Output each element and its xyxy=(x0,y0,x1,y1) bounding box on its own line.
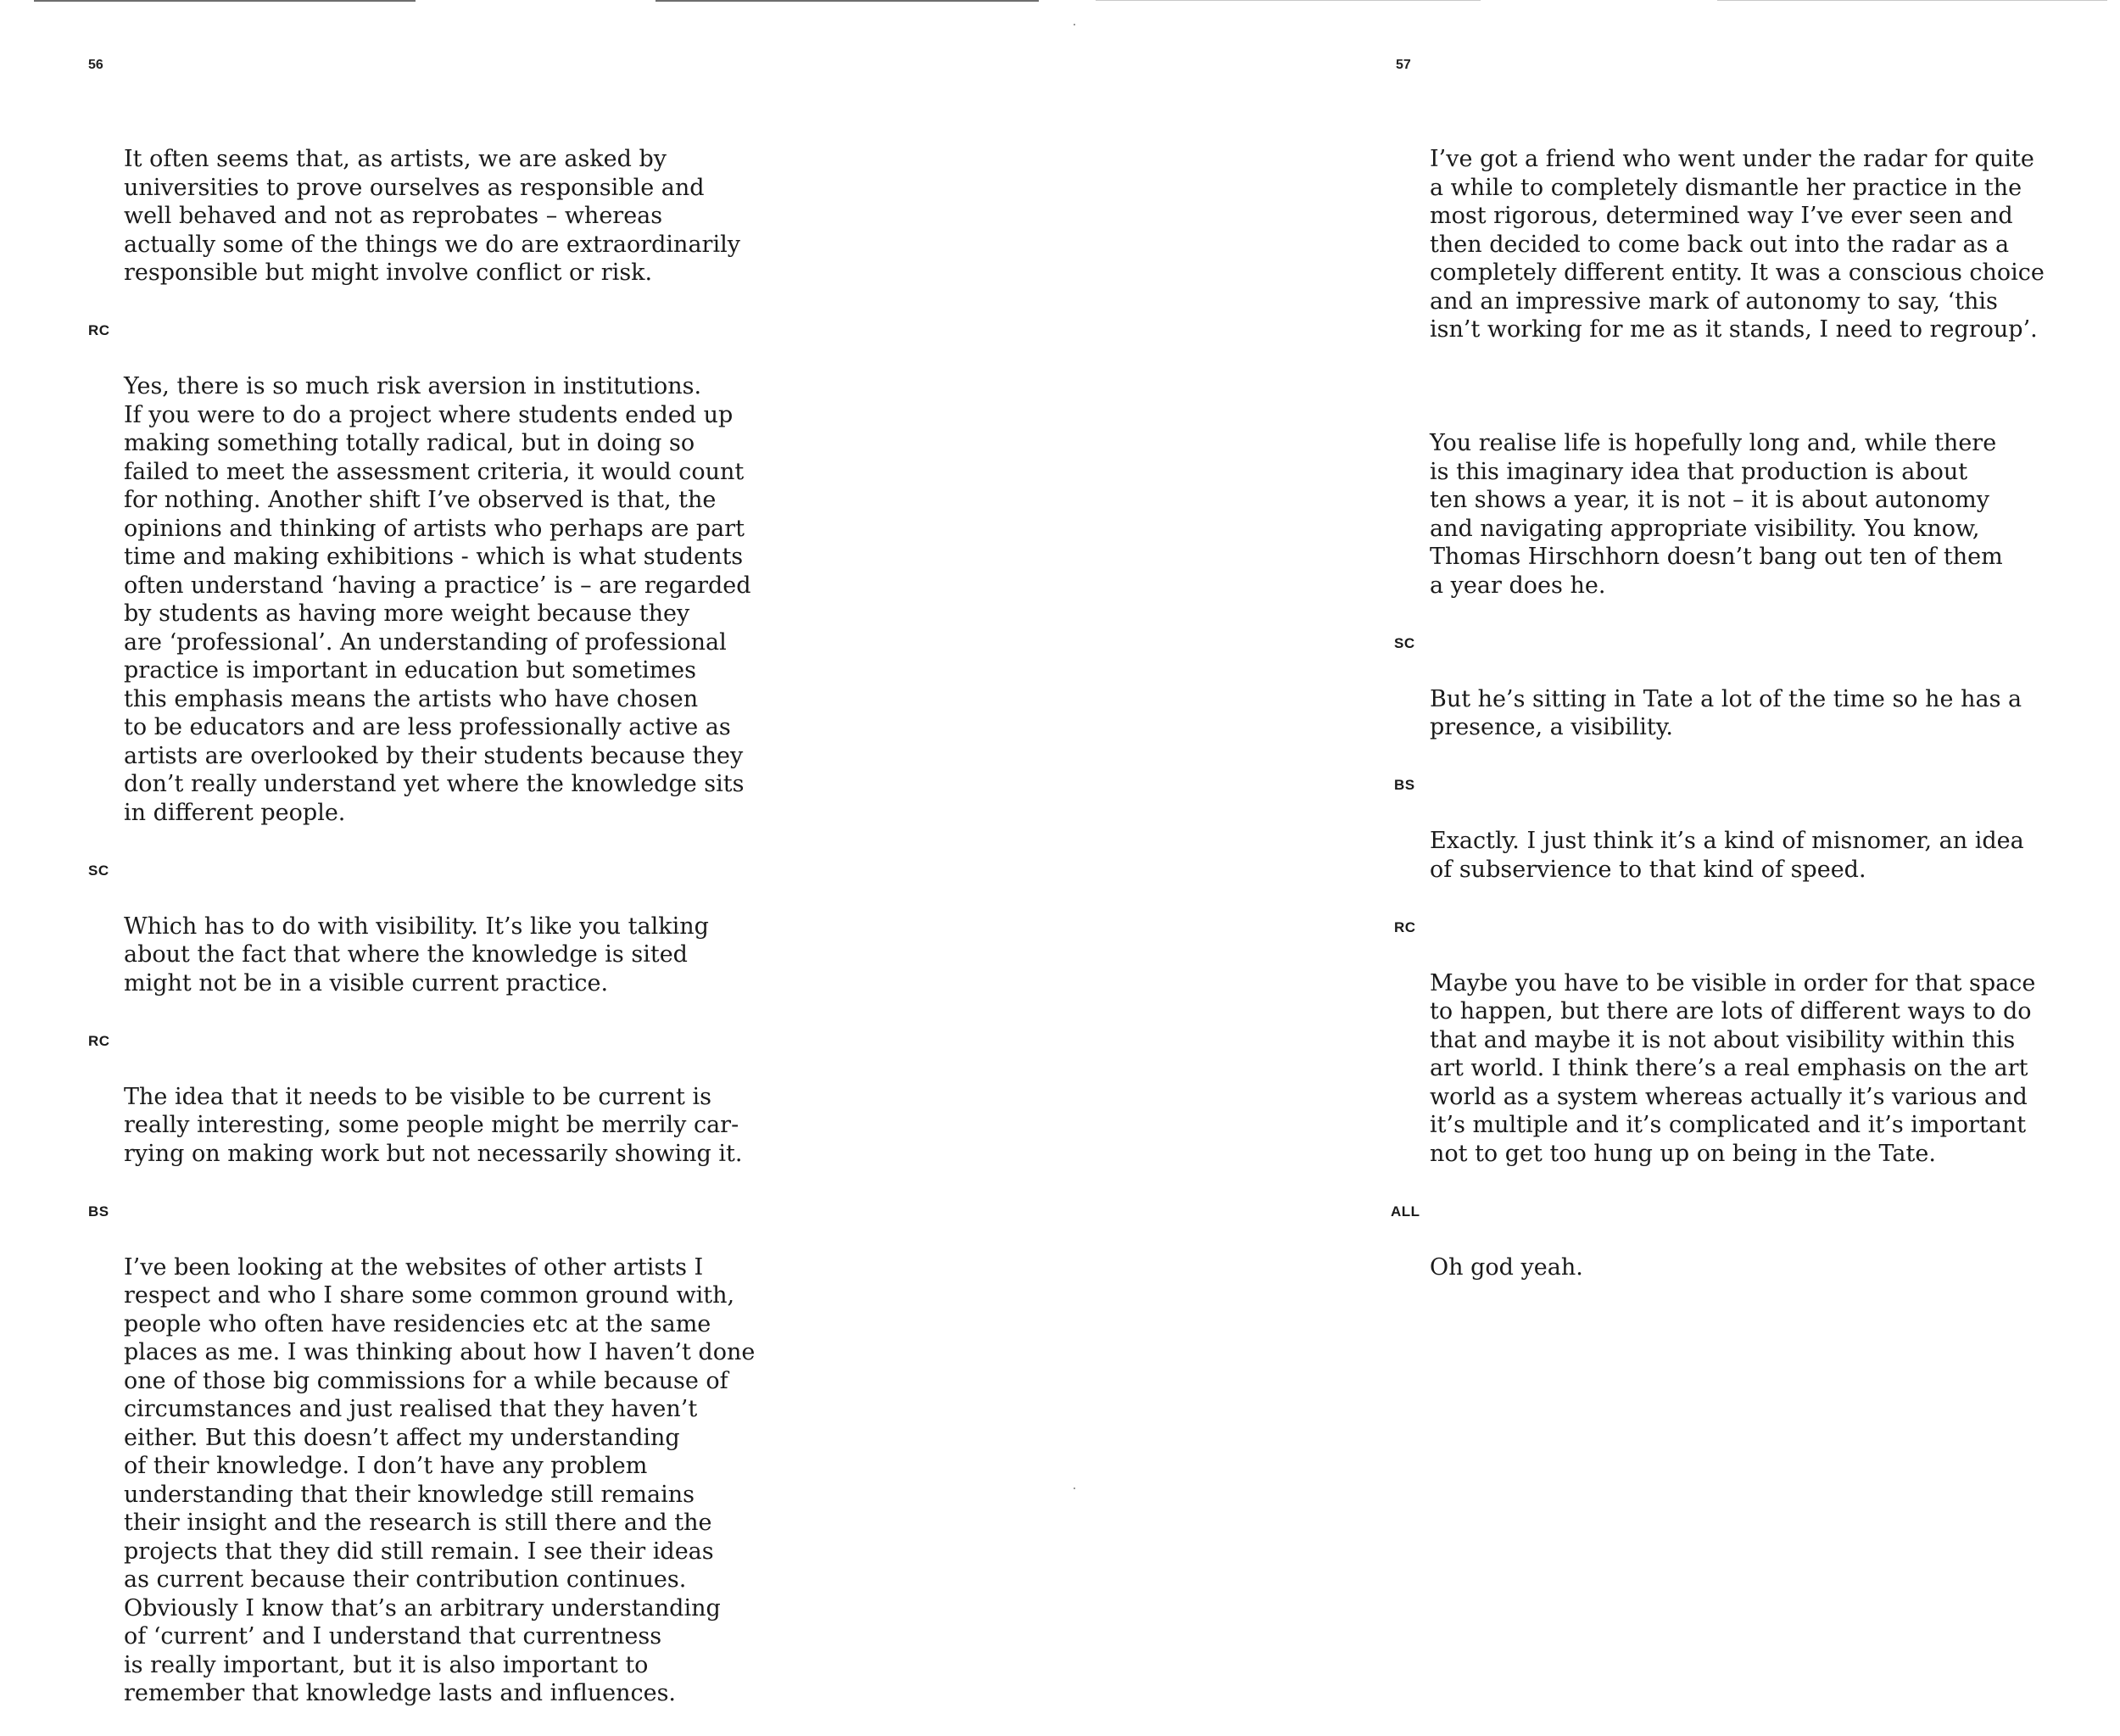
paragraph xyxy=(1394,913,2074,1169)
speaker-label: BS xyxy=(1394,777,1415,793)
paragraph xyxy=(88,1026,768,1169)
speaker-label: RC xyxy=(1394,918,1416,935)
paragraph xyxy=(1391,1197,2074,1282)
paragraph-text: But he’s sitting in Tate a lot of the time so he has a presence, a visibility. xyxy=(1430,685,2022,740)
paragraph-text: Maybe you have to be visible in order for that space to happen, but there are lots of different ways to do that and maybe it is not about visibility within this art world. I think there’s a real emphasis on the art world as a system whereas actually it’s various and it’s multiple and it’s complicated and it’s important not to get too hung up on being in the Tate. xyxy=(1430,969,2036,1167)
paragraph-text: Oh god yeah. xyxy=(1430,1253,1583,1281)
paragraph xyxy=(1394,770,2074,884)
page-number: 57 xyxy=(1396,58,1411,72)
speaker-label: SC xyxy=(1394,634,1415,651)
right-page-body xyxy=(1391,88,2074,1310)
speaker-label: SC xyxy=(88,862,109,879)
paragraph xyxy=(1430,88,2074,344)
left-page xyxy=(0,0,1060,1706)
paragraph xyxy=(1430,372,2074,600)
paragraph xyxy=(1394,628,2074,742)
paragraph-text: Yes, there is so much risk aversion in institutions. If you were to do a project where students ended up making something totally radical, but in doing so failed to meet the assessment criteria, it would count for nothing. Another shift I’ve observed is that, the opinions and thinking of artists who perhaps are part time and making exhibitions - which is what students often understand ‘having a practice’ is – are regarded by students as having more weight because they are ‘professional’. An understanding of professional practice is important in education but sometimes this emphasis means the artists who have chosen to be educators and are less professionally active as artists are overlooked by their students because they don’t really understand yet where the knowledge sits in different people. xyxy=(124,373,751,826)
right-page xyxy=(1060,0,2120,1494)
paragraph xyxy=(124,88,768,287)
paragraph xyxy=(88,315,768,827)
paragraph xyxy=(88,1197,768,1708)
paragraph-text: Exactly. I just think it’s a kind of misnomer, an idea of subservience to that kind of speed. xyxy=(1430,828,2024,883)
paragraph xyxy=(88,856,768,998)
speaker-label: ALL xyxy=(1391,1203,1420,1220)
paragraph-text: I’ve got a friend who went under the radar for quite a while to completely dismantle her practice in the most rigorous, determined way I’ve ever seen and then decided to come back out into the radar as a completely different entity. It was a conscious choice and an impressive mark of autonomy to say, ‘this isn’t working for me as it stands, I need to regroup’. xyxy=(1430,146,2045,343)
speaker-label: BS xyxy=(88,1203,109,1220)
page-number: 56 xyxy=(88,58,103,72)
paragraph-text: Which has to do with visibility. It’s like you talking about the fact that where the knowledge is sited might not be in a visible current practice. xyxy=(124,913,709,996)
paragraph-text: You realise life is hopefully long and, while there is this imaginary idea that production is about ten shows a year, it is not – it is about autonomy and navigating appropriate visibility. You know, Thomas Hirschhorn doesn’t bang out ten of them a year does he. xyxy=(1430,430,2003,599)
paragraph-text: It often seems that, as artists, we are asked by universities to prove ourselves as responsible and well behaved and not as reprobates – whereas actually some of the things we do are extraordinarily responsible but might involve conflict or risk. xyxy=(124,146,740,286)
left-page-body xyxy=(88,88,768,1736)
paragraph-text: I’ve been looking at the websites of other artists I respect and who I share some common ground with, people who often have residencies etc at the same places as me. I was thinking about how I haven’t done one of those big commissions for a while because of circumstances and just realised that they haven’t either. But this doesn’t affect my understanding of their knowledge. I don’t have any problem understanding that their knowledge still remains their insight and the research is still there and the projects that they did still remain. I see their ideas as current because their contribution continues. Obviously I know that’s an arbitrary understanding of ‘current’ and I understand that currentness is really important, but it is also important to remember that knowledge lasts and influences. xyxy=(124,1253,756,1706)
speaker-label: RC xyxy=(88,322,110,338)
paragraph-text: The idea that it needs to be visible to be current is really interesting, some people might be merrily car- rying on making work but not necessarily showing it. xyxy=(124,1083,743,1167)
speaker-label: RC xyxy=(88,1032,110,1049)
